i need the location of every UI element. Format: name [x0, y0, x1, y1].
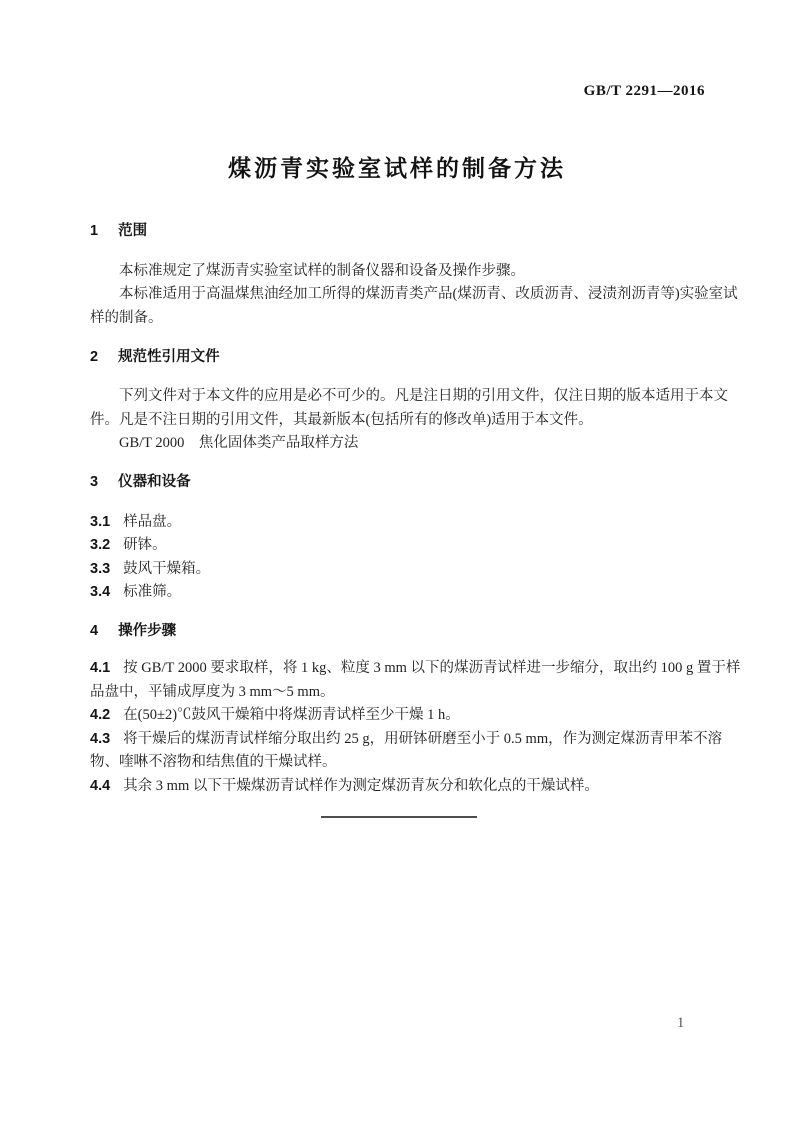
clause-text: 在(50±2)℃鼓风干燥箱中将煤沥青试样至少干燥 1 h。 [123, 707, 460, 723]
clause-3-2 [90, 534, 708, 558]
paragraph-line: 本标准适用于高温煤焦油经加工所得的煤沥青类产品(煤沥青、改质沥青、浸渍剂沥青等)实验室试 [119, 286, 738, 302]
clause-text: 按 GB/T 2000 要求取样，将 1 kg、粒度 3 mm 以下的煤沥青试样进一步缩分，取出约 100 g 置于样 [123, 660, 741, 676]
clause-text: 研钵。 [123, 537, 167, 553]
clause-number: 4.2 [90, 707, 111, 723]
clause-number: 3.2 [90, 537, 111, 553]
document-body [90, 220, 741, 818]
clause-4-1-continuation: 品盘中，平铺成厚度为 3 mm～5 mm。 [90, 683, 335, 700]
section-3-body [90, 511, 708, 605]
paragraph-line: 件。凡是不注日期的引用文件，其最新版本(包括所有的修改单)适用于本文件。 [90, 411, 593, 428]
clause-text: 将干燥后的煤沥青试样缩分取出约 25 g，用研钵研磨至小于 0.5 mm，作为测定煤沥青甲苯不溶 [123, 730, 723, 747]
paragraph-line: 本标准规定了煤沥青实验室试样的制备仪器和设备及操作步骤。 [119, 262, 525, 279]
clause-text: 样品盘。 [123, 513, 182, 530]
standard-number: GB/T 2291—2016 [583, 83, 705, 99]
normative-reference: GB/T 2000 焦化固体类产品取样方法 [119, 435, 359, 451]
clause-3-3 [90, 558, 708, 582]
section-1-title: 范围 [118, 223, 148, 239]
section-2-number: 2 [90, 348, 99, 365]
end-of-text-divider [321, 816, 477, 818]
section-3-heading [90, 471, 708, 495]
clause-4-1 [90, 657, 741, 681]
clause-text: 鼓风干燥箱。 [123, 560, 211, 577]
section-1-number: 1 [90, 223, 99, 239]
clause-number: 3.1 [90, 513, 111, 530]
section-2-heading [90, 346, 708, 370]
section-4-heading [90, 620, 708, 644]
section-2-body [90, 385, 728, 456]
section-4-number: 4 [90, 623, 99, 639]
document-title: 煤沥青实验室试样的制备方法 [228, 155, 566, 181]
section-3-number: 3 [90, 474, 99, 490]
paragraph-line: 样的制备。 [90, 309, 163, 326]
section-2-title: 规范性引用文件 [118, 348, 220, 365]
section-1-heading [90, 220, 708, 244]
paragraph-line: 下列文件对于本文件的应用是必不可少的。凡是注日期的引用文件，仅注日期的版本适用于本文 [119, 388, 728, 404]
page-number: 1 [677, 1015, 685, 1031]
section-4-title: 操作步骤 [118, 623, 177, 639]
clause-number: 3.4 [90, 584, 111, 600]
section-3-title: 仪器和设备 [118, 474, 191, 490]
clause-number: 4.3 [90, 730, 111, 747]
section-1-body [90, 260, 738, 331]
clause-3-1 [90, 511, 708, 535]
clause-number: 4.1 [90, 660, 111, 676]
section-4-body [90, 657, 741, 798]
clause-4-3 [90, 728, 723, 752]
clause-number: 4.4 [90, 777, 111, 794]
clause-text: 标准筛。 [123, 584, 182, 600]
clause-3-4 [90, 581, 708, 605]
clause-4-2 [90, 704, 708, 728]
clause-4-3-continuation: 物、喹啉不溶物和结焦值的干燥试样。 [90, 754, 337, 770]
clause-4-4 [90, 775, 708, 799]
clause-text: 其余 3 mm 以下干燥煤沥青试样作为测定煤沥青灰分和软化点的干燥试样。 [123, 777, 599, 794]
clause-number: 3.3 [90, 560, 111, 577]
